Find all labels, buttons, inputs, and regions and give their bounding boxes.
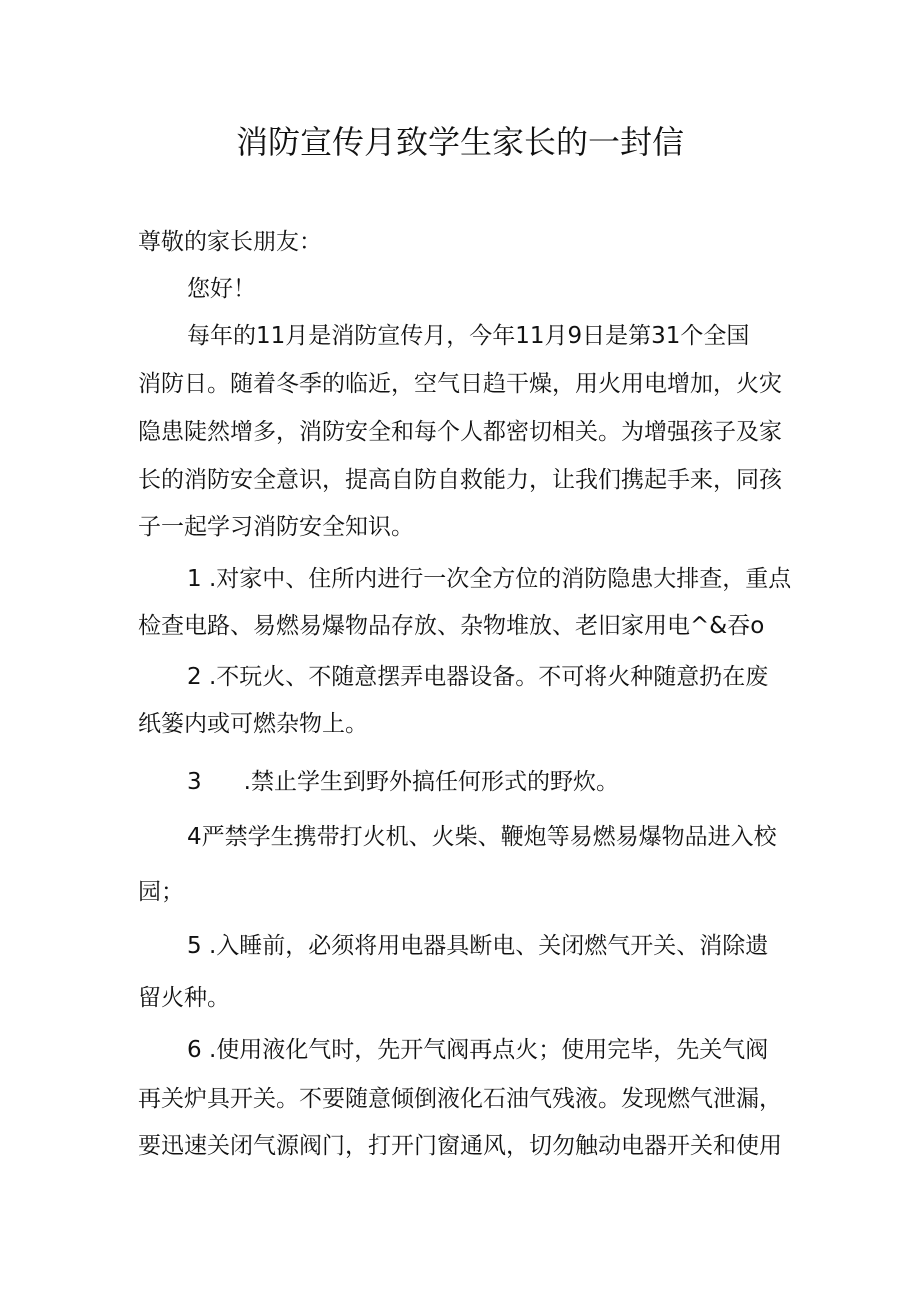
intro-line: 隐患陡然增多，消防安全和每个人都密切相关。为增强孩子及家 (138, 419, 782, 445)
item-5-line: 5 .入睡前，必须将用电器具断电、关闭燃气开关、消除遗 (187, 933, 769, 959)
item-1-line: 1 .对家中、住所内进行一次全方位的消防隐患大排查，重点 (187, 566, 792, 592)
item-6-line: 再关炉具开关。不要随意倾倒液化石油气残液。发现燃气泄漏， (138, 1086, 782, 1112)
intro-line: 长的消防安全意识，提高自防自救能力，让我们携起手来，同孩 (138, 467, 782, 493)
letter-title: 消防宣传月致学生家长的一封信 (235, 123, 684, 161)
salutation: 尊敬的家长朋友： (138, 229, 322, 255)
item-4-line: 园； (138, 879, 184, 905)
item-6-line: 要迅速关闭气源阀门，打开门窗通风，切勿触动电器开关和使用 (138, 1133, 782, 1159)
intro-line: 每年的11月是消防宣传月，今年11月9日是第31个全国 (187, 323, 750, 349)
item-1-line: 检查电路、易燃易爆物品存放、杂物堆放、老旧家用电^&吞o (138, 613, 765, 639)
intro-line: 消防日。随着冬季的临近，空气日趋干燥，用火用电增加，火灾 (138, 371, 782, 397)
item-4-line: 4严禁学生携带打火机、火柴、鞭炮等易燃易爆物品进入校 (187, 824, 777, 850)
item-2-line: 纸篓内或可燃杂物上。 (138, 711, 368, 737)
item-6-line: 6 .使用液化气时，先开气阀再点火；使用完毕，先关气阀 (187, 1037, 769, 1063)
greeting: 您好！ (187, 276, 256, 302)
intro-line: 子一起学习消防安全知识。 (138, 514, 414, 540)
item-2-line: 2 .不玩火、不随意摆弄电器设备。不可将火种随意扔在废 (187, 664, 769, 690)
item-3-text: .禁止学生到野外搞任何形式的野炊。 (243, 769, 619, 795)
item-3-number: 3 (187, 769, 202, 795)
item-3-line (187, 766, 619, 798)
item-5-line: 留火种。 (138, 985, 230, 1011)
